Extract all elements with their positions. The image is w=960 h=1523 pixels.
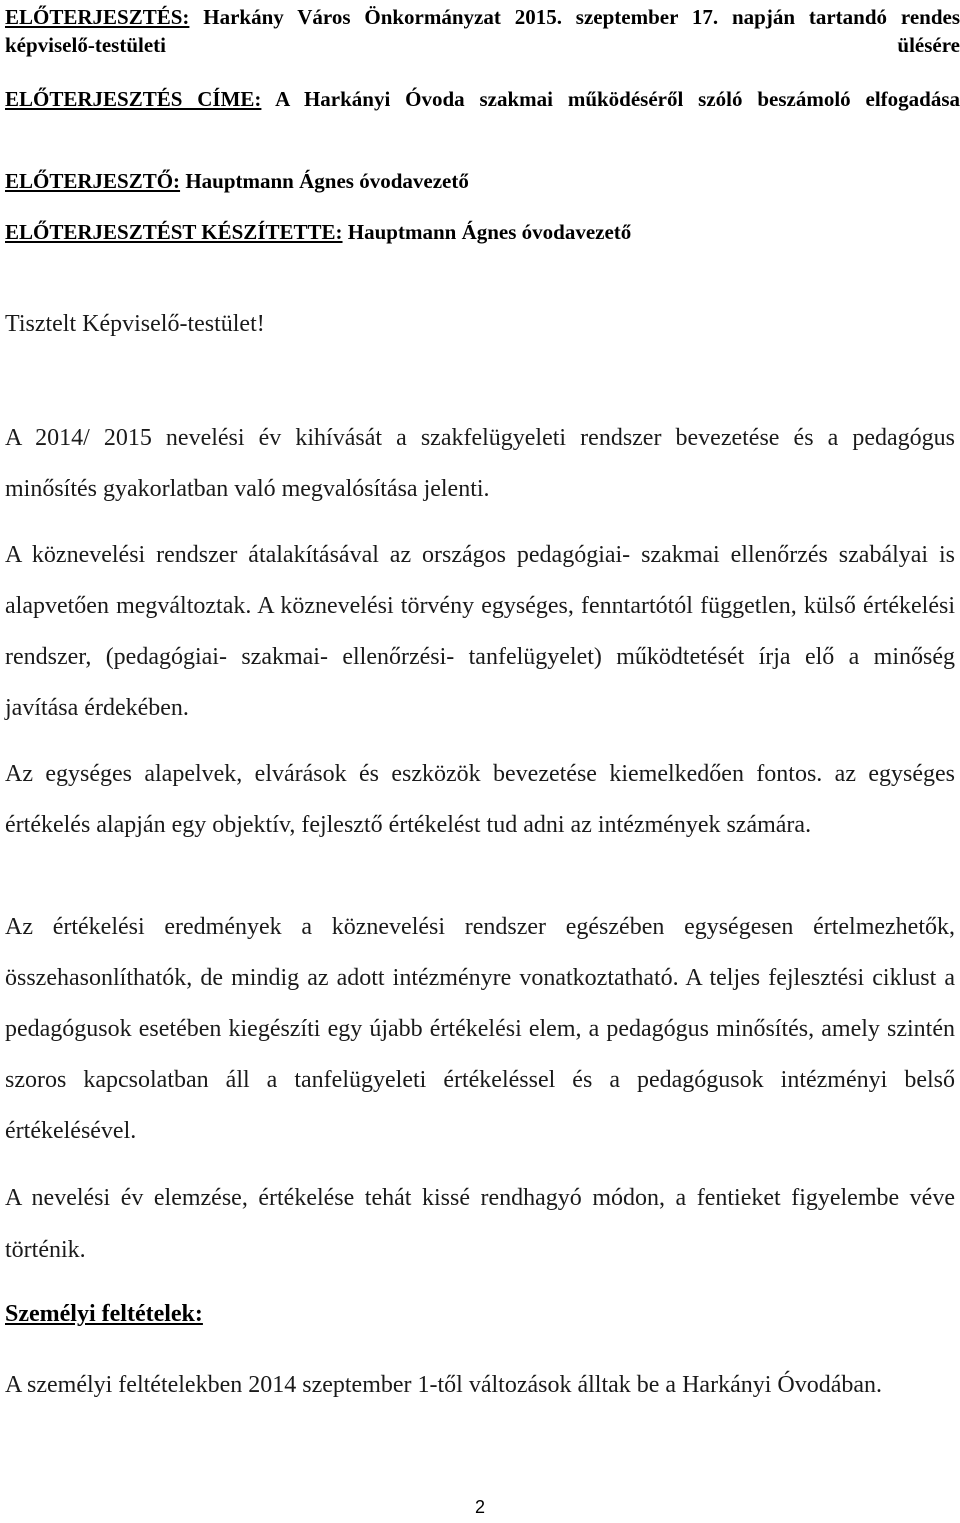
paragraph-5: A nevelési év elemzése, értékelése tehát kissé rendhagyó módon, a fentieket figyelembe véve történik. [5, 1185, 955, 1263]
section-paragraph-personnel: A személyi feltételekben 2014 szeptember 1-től változások álltak be a Harkányi Óvodában. [5, 1372, 883, 1398]
header-submitter [5, 167, 960, 195]
page-number: 2 [474, 1497, 485, 1517]
salutation: Tisztelt Képviselő-testület! [5, 311, 265, 337]
header-title-label: ELŐTERJESZTÉS CÍME: [5, 87, 262, 111]
header-title-text: A Harkányi Óvoda szakmai működéséről szóló beszámoló elfogadása [261, 87, 960, 111]
paragraph-3: Az egységes alapelvek, elvárások és eszközök bevezetése kiemelkedően fontos. az egységes értékelés alapján egy objektív, fejlesztő értékelést tud adni az intézmények számára. [5, 761, 955, 838]
header-submission [5, 3, 960, 59]
paragraph-4: Az értékelési eredmények a köznevelési rendszer egészében egységesen értelmezhetők, összehasonlíthatók, de mindig az adott intézményre vonatkoztatható. A teljes fejlesztési ciklust a pedagógusok esetében kiegészíti egy újabb értékelési elem, a pedagógus minősítés, amely szintén szoros kapcsolatban áll a tanfelügyeleti értékeléssel és a pedagógusok intézményi belső értékelésével. [5, 914, 955, 1144]
header-prepared-by [5, 218, 960, 246]
header-title [5, 85, 960, 113]
paragraph-2: A köznevelési rendszer átalakításával az országos pedagógiai- szakmai ellenőrzés szabályai is alapvetően megváltoztak. A köznevelési törvény egységes, fenntartótól független, külső értékelési rendszer, (pedagógiai- szakmai- ellenőrzési- tanfelügyelet) működtetését írja elő a minőség javítása érdekében. [5, 542, 955, 721]
header-submitter-text: Hauptmann Ágnes óvodavezető [180, 169, 469, 193]
paragraph-1: A 2014/ 2015 nevelési év kihívását a szakfelügyeleti rendszer bevezetése és a pedagógus minősítés gyakorlatban való megvalósítása jelenti. [5, 425, 955, 502]
header-submission-label: ELŐTERJESZTÉS: [5, 5, 190, 29]
header-submission-text: Harkány Város Önkormányzat 2015. szeptember 17. napján tartandó rendes képviselő-testületi ülésére [5, 5, 960, 57]
section-heading-personnel: Személyi feltételek: [5, 1301, 203, 1327]
header-submitter-label: ELŐTERJESZTŐ: [5, 169, 181, 193]
header-prepared-by-text: Hauptmann Ágnes óvodavezető [342, 220, 632, 244]
header-prepared-by-label: ELŐTERJESZTÉST KÉSZÍTETTE: [5, 220, 343, 244]
